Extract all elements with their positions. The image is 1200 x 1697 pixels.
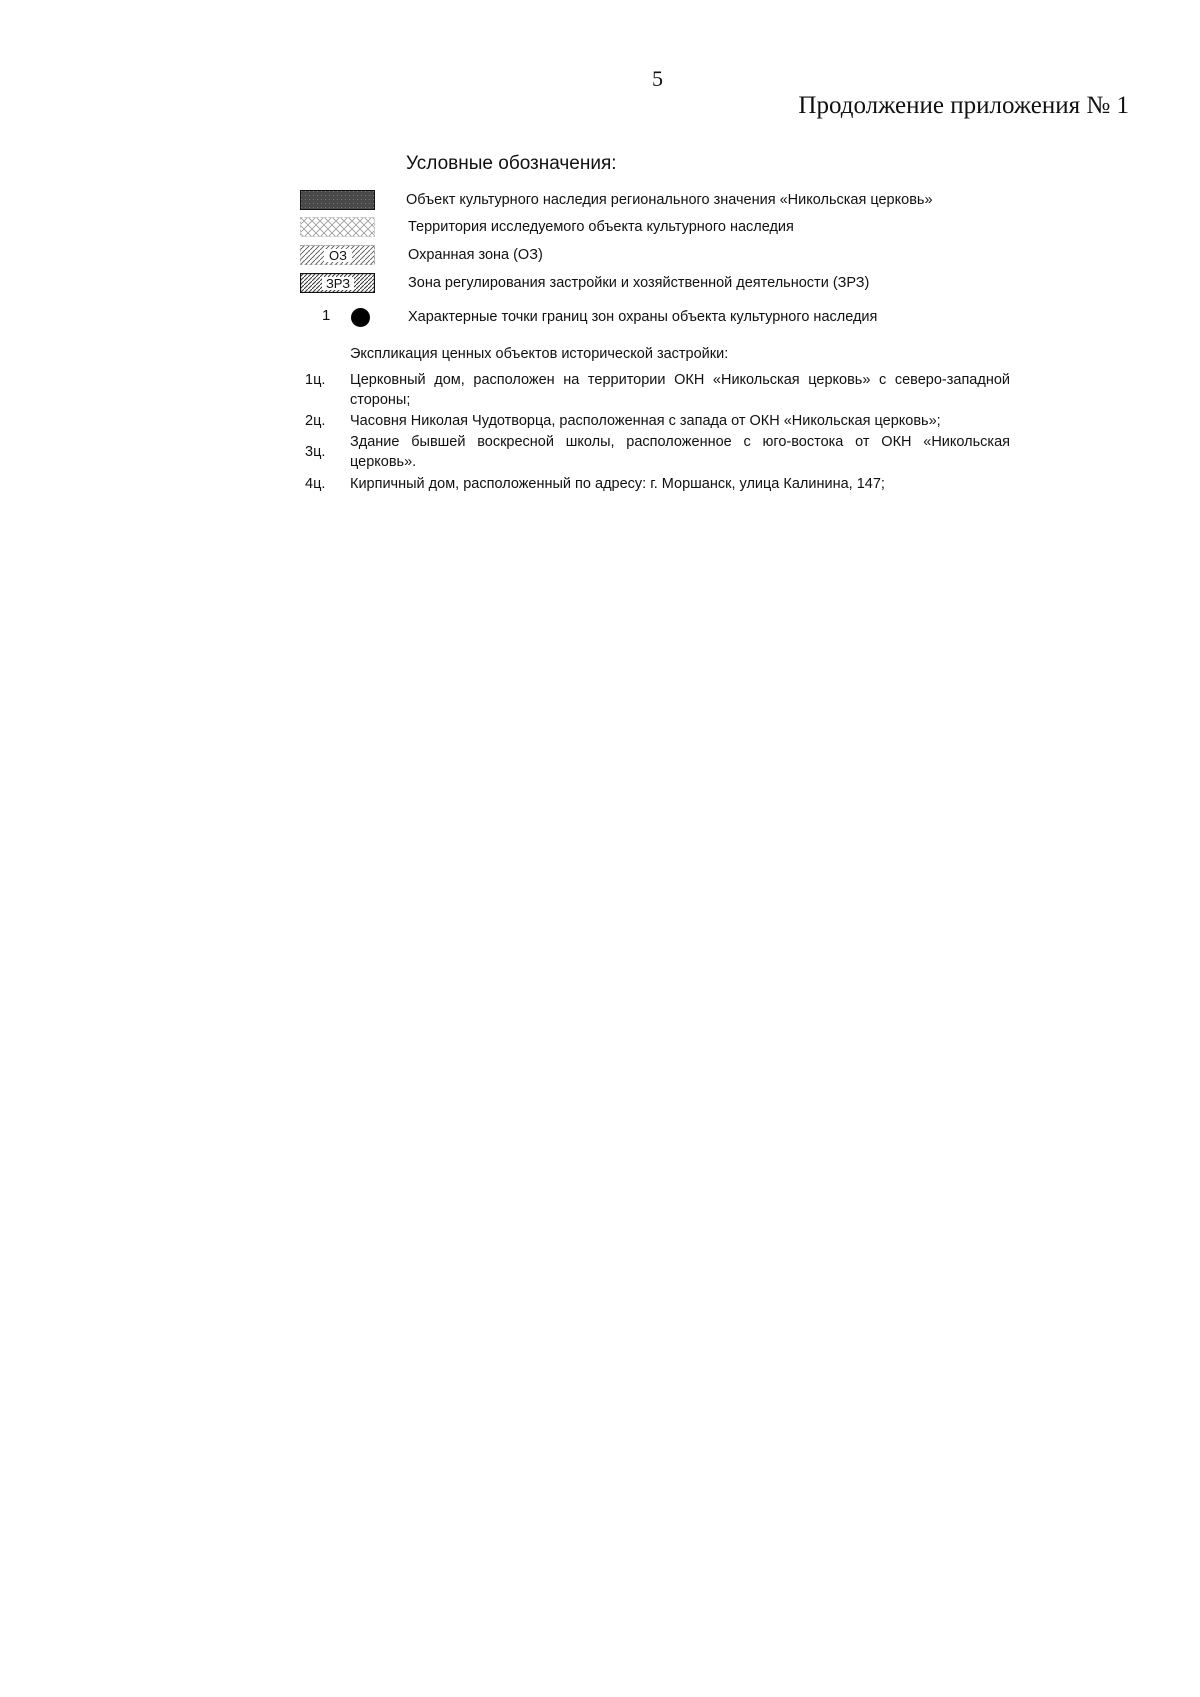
continuation-heading: Продолжение приложения № 1 [798, 92, 1129, 119]
legend-label: Территория исследуемого объекта культурного наследия [408, 219, 794, 235]
explication-number: 2ц. [305, 413, 326, 429]
explication-number: 4ц. [305, 476, 326, 492]
explication-text: Здание бывшей воскресной школы, расположенное с юго-востока от ОКН «Никольская церковь». [350, 434, 1010, 470]
oz-symbol-label: ОЗ [329, 248, 347, 263]
zrz-symbol [300, 273, 375, 293]
oz-symbol [300, 245, 375, 265]
legend-label: Охранная зона (ОЗ) [408, 247, 543, 263]
legend-label: Объект культурного наследия регионального значения «Никольская церковь» [406, 192, 933, 208]
explication-item [305, 432, 1010, 472]
legend-row-territory [300, 217, 1000, 239]
explication-number: 1ц. [305, 372, 326, 388]
legend-label: Характерные точки границ зон охраны объекта культурного наследия [408, 309, 878, 325]
heritage-object-symbol [300, 190, 375, 210]
explication-text: Церковный дом, расположен на территории ОКН «Никольская церковь» с северо-западной стороны; [350, 372, 1010, 408]
explication-title: Экспликация ценных объектов исторической застройки: [350, 346, 729, 362]
legend-row-boundary-points [300, 307, 1000, 329]
territory-symbol [300, 217, 375, 237]
explication-number: 3ц. [305, 444, 326, 460]
explication-text: Кирпичный дом, расположенный по адресу: г. Моршанск, улица Калинина, 147; [350, 476, 885, 492]
zrz-symbol-label: ЗРЗ [325, 276, 351, 291]
explication-item [305, 474, 1010, 494]
boundary-point-icon [351, 308, 370, 327]
legend-label: Зона регулирования застройки и хозяйственной деятельности (ЗРЗ) [408, 275, 870, 291]
legend-row-zrz [300, 273, 1000, 295]
page-number: 5 [652, 66, 663, 91]
explication-item [305, 370, 1010, 410]
legend-title: Условные обозначения: [406, 153, 617, 174]
legend-row-heritage-object [300, 190, 1000, 212]
legend-row-oz [300, 245, 1000, 267]
explication-item [305, 411, 1010, 431]
point-number: 1 [322, 307, 331, 324]
explication-text: Часовня Николая Чудотворца, расположенная с запада от ОКН «Никольская церковь»; [350, 413, 941, 429]
